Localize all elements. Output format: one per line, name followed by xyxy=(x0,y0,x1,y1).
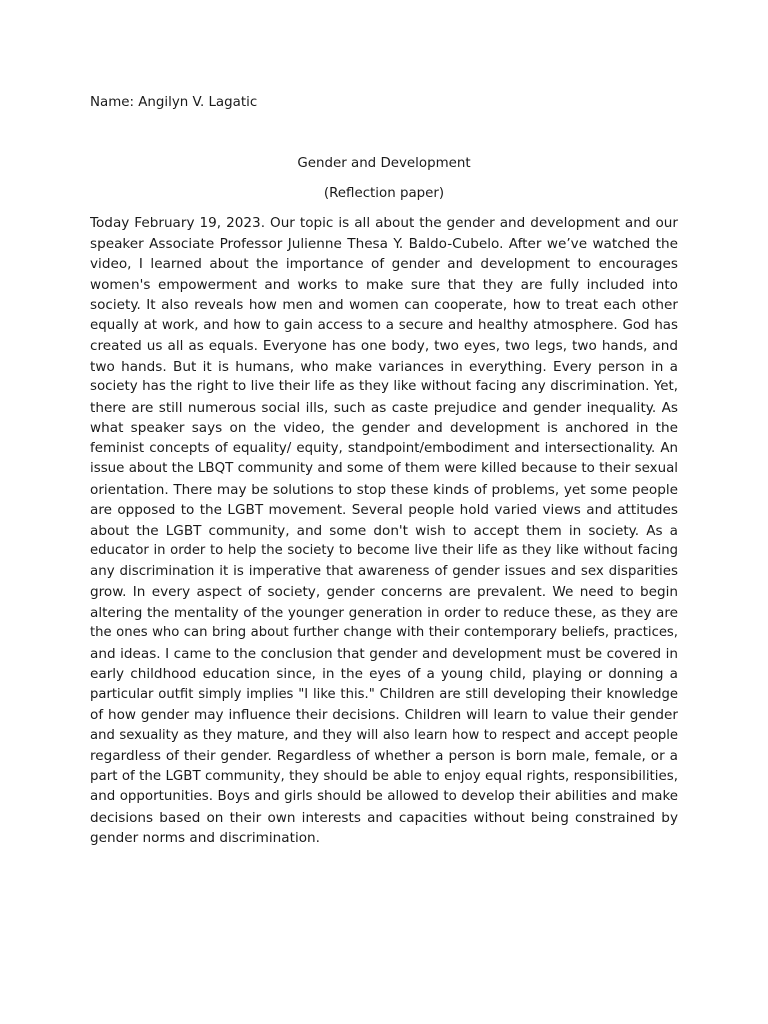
body-line: society. It also reveals how men and women can cooperate, how to treat each other xyxy=(90,297,678,313)
body-line: feminist concepts of equality/ equity, standpoint/embodiment and intersectionality. An xyxy=(90,440,678,456)
document-title: Gender and Development xyxy=(297,156,471,171)
body-line: particular outfit simply implies "I like this." Children are still developing their knowledge xyxy=(90,686,678,702)
body-line: what speaker says on the video, the gender and development is anchored in the xyxy=(90,420,678,436)
body-line: gender norms and discrimination. xyxy=(90,830,320,846)
body-line: any discrimination it is imperative that awareness of gender issues and sex disparities xyxy=(90,563,678,579)
body-line: created us all as equals. Everyone has one body, two eyes, two legs, two hands, and xyxy=(90,338,678,354)
body-line: are opposed to the LGBT movement. Several people hold varied views and attitudes xyxy=(90,502,678,518)
body-line: issue about the LBQT community and some of them were killed because to their sexual xyxy=(90,461,678,476)
body-paragraph xyxy=(90,213,678,849)
body-line: altering the mentality of the younger generation in order to reduce these, as they are xyxy=(90,604,678,621)
body-line: grow. In every aspect of society, gender concerns are prevalent. We need to begin xyxy=(90,584,678,600)
body-line: decisions based on their own interests and capacities without being constrained by xyxy=(90,809,678,826)
body-line: about the LGBT community, and some don't wish to accept them in society. As a xyxy=(90,522,678,539)
body-line: there are still numerous social ills, such as caste prejudice and gender inequality. As xyxy=(90,399,678,416)
body-line: of how gender may influence their decisions. Children will learn to value their gender xyxy=(90,707,678,723)
body-line: society has the right to live their life as they like without facing any discrimination. Yet, xyxy=(90,379,678,394)
body-line: and ideas. I came to the conclusion that gender and development must be covered in xyxy=(90,645,678,662)
author-name: Name: Angilyn V. Lagatic xyxy=(90,95,258,110)
body-line: Today February 19, 2023. Our topic is all about the gender and development and our xyxy=(90,215,678,231)
body-line: part of the LGBT community, they should be able to enjoy equal rights, responsibilities, xyxy=(90,768,678,784)
body-line: early childhood education since, in the eyes of a young child, playing or donning a xyxy=(90,666,678,682)
body-line: orientation. There may be solutions to stop these kinds of problems, yet some people xyxy=(90,481,678,498)
body-line: and opportunities. Boys and girls should be allowed to develop their abilities and make xyxy=(90,789,678,804)
body-line: regardless of their gender. Regardless of whether a person is born male, female, or a xyxy=(90,748,678,764)
body-line: women's empowerment and works to make sure that they are fully included into xyxy=(90,276,678,293)
body-line: and sexuality as they mature, and they will also learn how to respect and accept people xyxy=(90,727,678,743)
document-subtitle: (Reflection paper) xyxy=(323,186,445,201)
body-line: two hands. But it is humans, who make variances in everything. Every person in a xyxy=(90,358,678,375)
body-line: speaker Associate Professor Julienne Thesa Y. Baldo-Cubelo. After we’ve watched the xyxy=(90,235,678,252)
body-line: video, I learned about the importance of gender and development to encourages xyxy=(90,256,678,272)
body-line: educator in order to help the society to become live their life as they like without facing xyxy=(90,543,678,558)
body-line: equally at work, and how to gain access to a secure and healthy atmosphere. God has xyxy=(90,317,678,333)
body-line: the ones who can bring about further change with their contemporary beliefs, practices, xyxy=(90,625,678,640)
